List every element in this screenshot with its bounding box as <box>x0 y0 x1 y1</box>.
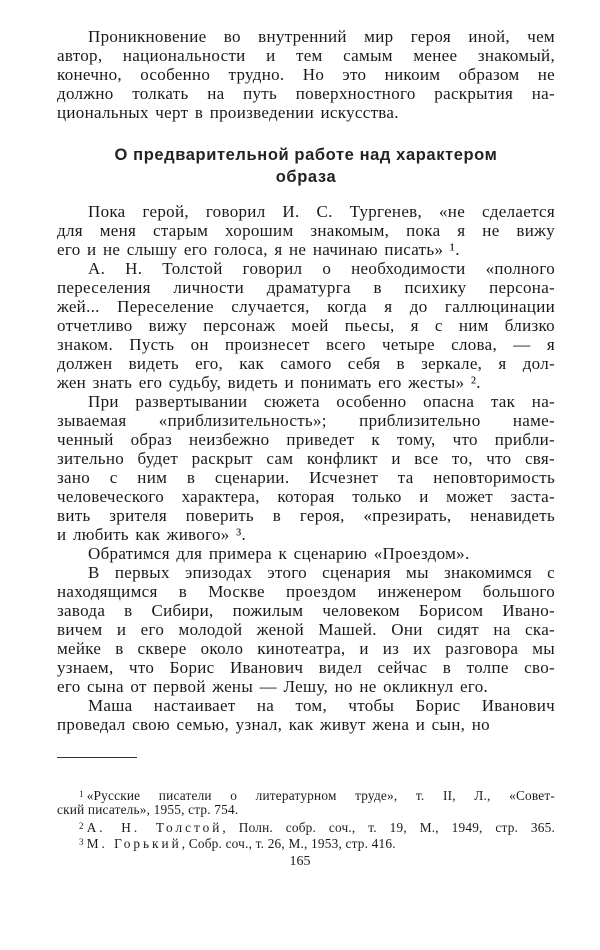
text-line: При развертывании сюжета особенно опасна так на- <box>88 392 555 411</box>
text-line: зано с ним в сценарии. Исчезнет та неповторимость <box>57 468 555 487</box>
text-line: Проникновение во внутренний мир героя иной, чем <box>88 27 555 46</box>
text-line: переселения личности драматурга в психику персона- <box>57 278 555 297</box>
text-line: находящимся в Москве проездом инженером большого <box>57 582 555 601</box>
text-line: должен видеть его, как самого себя в зеркале, я дол- <box>57 354 555 373</box>
text-line: мейке в сквере около кинотеатра, и из их разговора мы <box>57 639 555 658</box>
paragraph <box>57 392 555 544</box>
section-body <box>57 202 555 734</box>
footnote-2 <box>57 818 555 834</box>
text-line: Маша настаивает на том, чтобы Борис Иванович <box>88 696 555 715</box>
text-line: А. Н. Толстой говорил о необходимости «полного <box>88 259 555 278</box>
text-line: для меня старым хорошим знакомым, пока я не вижу <box>57 221 555 240</box>
footnote-divider <box>57 757 137 758</box>
footnote-author: А. Н. Толстой <box>86 820 223 835</box>
text-line: циональных черт в произведении искусства. <box>57 103 399 122</box>
text-line: автор, национальности и тем самым менее знакомый, <box>57 46 555 65</box>
paragraph <box>57 544 555 563</box>
text-line: вить зрителя поверить в героя, «презирать, ненавидеть <box>57 506 555 525</box>
footnote-mark: 2 <box>79 821 84 831</box>
section-heading-line: О предварительной работе над характером <box>114 146 498 164</box>
footnote-mark: 3 <box>79 837 84 847</box>
text-line: конечно, особенно трудно. Но это никоим образом не <box>57 65 555 84</box>
paragraph <box>57 259 555 392</box>
text-line: жей... Переселение случается, когда я до галлюцинации <box>57 297 555 316</box>
intro-paragraph <box>57 27 555 122</box>
footnote-text: , Собр. соч., т. 26, М., 1953, стр. 416. <box>181 836 396 851</box>
footnote-1-line: ский писатель», 1955, стр. 754. <box>57 802 239 817</box>
text-line: жен знать его судьбу, видеть и понимать его жесты» ². <box>57 373 481 392</box>
footnote-author: М. Горький <box>86 836 182 851</box>
text-line: зительно будет раскрыт сам конфликт и все то, что свя- <box>57 449 555 468</box>
footnote-text: «Русские писатели о литературном труде», т. II, Л., «Совет- <box>86 788 555 803</box>
section-heading <box>57 144 555 188</box>
paragraph <box>57 202 555 259</box>
text-line: и любить как живого» ³. <box>57 525 247 544</box>
text-line: Пока герой, говорил И. С. Тургенев, «не сделается <box>88 202 555 221</box>
footnote-mark: 1 <box>79 789 84 799</box>
text-line: его сына от первой жены — Лешу, но не окликнул его. <box>57 677 489 696</box>
text-line: вичем и его молодой женой Машей. Они сидят на ска- <box>57 620 555 639</box>
footnotes <box>57 786 555 850</box>
text-line: Обратимся для примера к сценарию «Проездом». <box>88 544 470 563</box>
text-line: зываемая «приблизительность»; приблизительно наме- <box>57 411 555 430</box>
text-line: проведал свою семью, узнал, как живут жена и сын, но <box>57 715 490 734</box>
text-line: отчетливо вижу персонаж моей пьесы, я с ним близко <box>57 316 555 335</box>
text-line: должно толкать на путь поверхностного раскрытия на- <box>57 84 555 103</box>
text-line: В первых эпизодах этого сценария мы знакомимся с <box>88 563 555 582</box>
footnote-1-line <box>57 786 555 802</box>
text-line: ченный образ неизбежно приведет к тому, что прибли- <box>57 430 555 449</box>
footnote-text: , Полн. собр. соч., т. 19, М., 1949, стр. 365. <box>222 820 555 835</box>
text-line: его и не слышу его голоса, я не начинаю писать» ¹. <box>57 240 460 259</box>
text-line: человеческого характера, которая только и может заста- <box>57 487 555 506</box>
text-line: завода в Сибири, пожилым человеком Борисом Ивано- <box>57 601 555 620</box>
paragraph <box>57 696 555 734</box>
text-line: узнаем, что Борис Иванович видел сейчас в толпе сво- <box>57 658 555 677</box>
page-number: 165 <box>289 854 311 869</box>
text-line: знаком. Пусть он произнесет всего четыре слова, — я <box>57 335 555 354</box>
section-heading-line: образа <box>275 168 337 186</box>
paragraph <box>57 563 555 696</box>
footnote-3 <box>57 834 555 850</box>
